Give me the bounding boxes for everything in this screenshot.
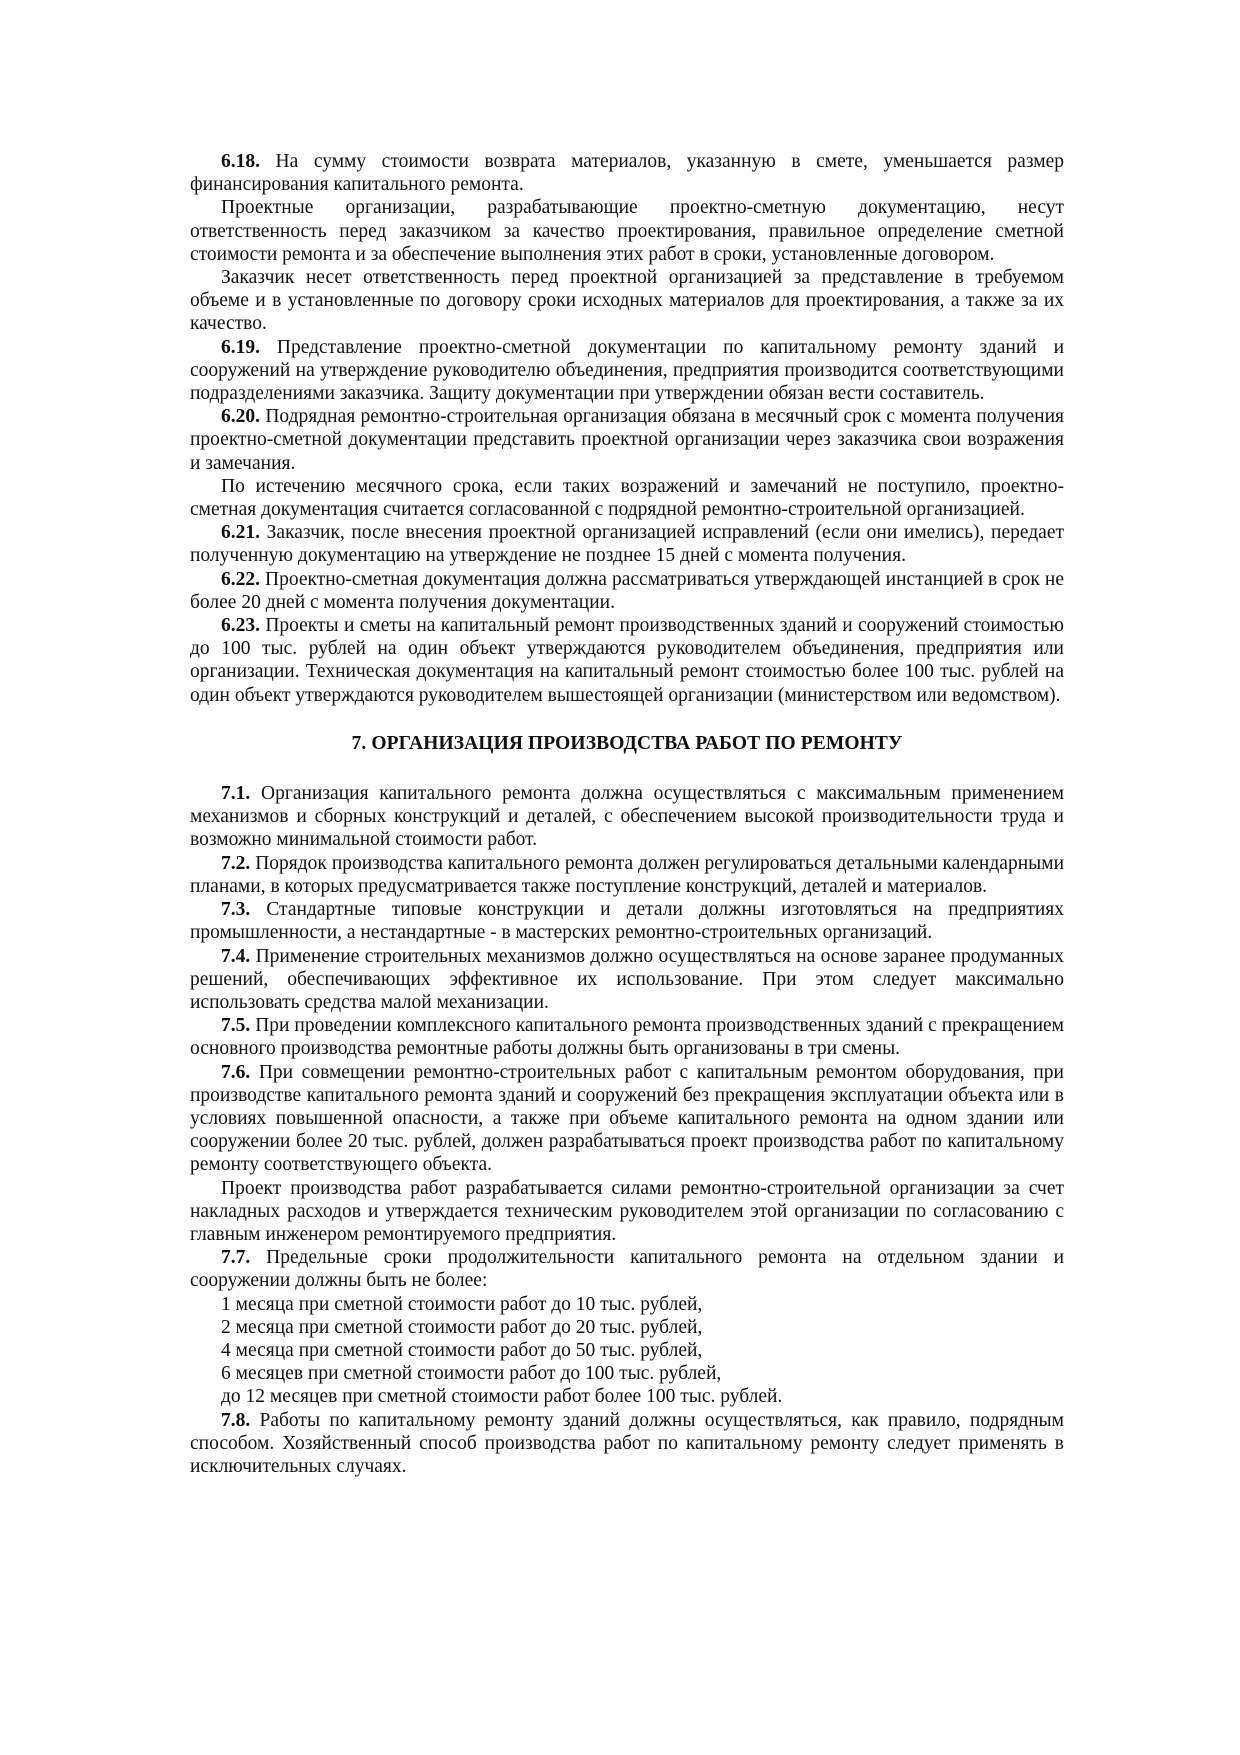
list-item: 4 месяца при сметной стоимости работ до 50 тыс. рублей,	[221, 1339, 703, 1361]
clause-text: Заказчик, после внесения проектной организацией исправлений (если они имелись), передает полученную документацию на утверждение не позднее 15 дней с момента получения.	[190, 522, 1065, 567]
clause-text: Заказчик несет ответственность перед проектной организацией за представление в требуемом объеме и в установленные по договору сроки исходных материалов для проектирования, а также за их качество.	[190, 267, 1064, 335]
clause-number: 6.22.	[221, 568, 260, 590]
clause-number: 6.20.	[221, 406, 260, 428]
paragraph-6-23	[190, 614, 1064, 707]
clause-text: Представление проектно-сметной документации по капитальному ремонту зданий и сооружений на утверждение руководителю объединения, предприятия производится соответствующими подразделениями заказчика. Защиту документации при утверждении обязан вести составитель.	[190, 336, 1064, 405]
paragraph-7-5	[190, 1014, 1064, 1060]
section-heading: 7. ОРГАНИЗАЦИЯ ПРОИЗВОДСТВА РАБОТ ПО РЕМОНТУ	[351, 732, 903, 754]
clause-number: 7.4.	[221, 945, 251, 967]
clause-number: 7.3.	[221, 899, 251, 921]
clause-text: Подрядная ремонтно-строительная организация обязана в месячный срок с момента получения проектно-сметной документации представить проектной организации через заказчика свои возражения и замечания.	[190, 406, 1064, 474]
clause-text: При совмещении ремонтно-строительных работ с капитальным ремонтом оборудования, при производстве капитального ремонта зданий и сооружений без прекращения эксплуатации объекта или в условиях повышенной опасности, а также при объеме капитального ремонта на одном здании или сооружении более 20 тыс. рублей, должен разрабатываться проект производства работ по капитальному ремонту соответствующего объекта.	[190, 1061, 1064, 1176]
clause-text: Предельные сроки продолжительности капитального ремонта на отдельном здании и сооружении должны быть не более:	[190, 1247, 1064, 1292]
clause-number: 7.2.	[221, 852, 251, 874]
clause-text: Стандартные типовые конструкции и детали должны изготовляться на предприятиях промышленности, а нестандартные - в мастерских ремонтно-строительных организаций.	[190, 899, 1064, 944]
paragraph-7-2	[190, 852, 1064, 898]
clause-text: Проектно-сметная документация должна рассматриваться утверждающей инстанцией в срок не более 20 дней с момента получения документации.	[190, 568, 1065, 613]
paragraph-7-4	[190, 945, 1064, 1015]
clause-number: 6.18.	[221, 151, 260, 172]
paragraph-6-18-design-orgs	[190, 196, 1064, 266]
clause-number: 7.7.	[221, 1247, 251, 1269]
paragraph-7-6	[190, 1061, 1064, 1177]
clause-number: 7.5.	[221, 1015, 251, 1037]
list-item: до 12 месяцев при сметной стоимости работ более 100 тыс. рублей.	[221, 1386, 783, 1408]
paragraph-6-20-expiry	[190, 475, 1064, 521]
paragraph-6-18	[190, 150, 1064, 196]
clause-text: Проектные организации, разрабатывающие проектно-сметную документацию, несут ответственность перед заказчиком за качество проектирования, правильное определение сметной стоимости ремонта и за обеспечение выполнения этих работ в сроки, установленные договором.	[190, 197, 1064, 265]
document-page	[190, 150, 1064, 1478]
clause-text: Применение строительных механизмов должно осуществляться на основе заранее продуманных решений, обеспечивающих эффективное их использование. При этом следует максимально использовать средства малой механизации.	[190, 945, 1064, 1013]
list-item: 1 месяца при сметной стоимости работ до 10 тыс. рублей,	[221, 1293, 703, 1315]
clause-number: 6.21.	[221, 522, 260, 544]
paragraph-7-3	[190, 898, 1064, 944]
clause-text: Порядок производства капитального ремонта должен регулироваться детальными календарными планами, в которых предусматривается также поступление конструкций, деталей и материалов.	[190, 852, 1065, 897]
clause-number: 6.23.	[221, 615, 260, 637]
list-item: 2 месяца при сметной стоимости работ до 20 тыс. рублей,	[221, 1316, 703, 1338]
clause-text: На сумму стоимости возврата материалов, указанную в смете, уменьшается размер финансирования капитального ремонта.	[190, 151, 1065, 196]
clause-number: 6.19.	[221, 336, 260, 358]
list-item: 6 месяцев при сметной стоимости работ до 100 тыс. рублей,	[221, 1363, 722, 1385]
clause-number: 7.6.	[221, 1061, 251, 1083]
paragraph-7-1	[190, 782, 1064, 852]
clause-text: Организация капитального ремонта должна осуществляться с максимальным применением механизмов и сборных конструкций и деталей, с обеспечением высокой производительности труда и возможно минимальной стоимости работ.	[190, 783, 1065, 851]
clause-text: По истечению месячного срока, если таких возражений и замечаний не поступило, проектно-сметная документация считается согласованной с подрядной ремонтно-строительной организацией.	[190, 475, 1064, 521]
paragraph-6-19	[190, 336, 1064, 406]
clause-text: Проект производства работ разрабатывается силами ремонтно-строительной организации за счет накладных расходов и утверждается техническим руководителем этой организации по согласованию с главным инженером ремонтируемого предприятия.	[190, 1177, 1064, 1245]
clause-number: 7.8.	[221, 1409, 251, 1431]
clause-text: Работы по капитальному ремонту зданий должны осуществляться, как правило, подрядным способом. Хозяйственный способ производства работ по капитальному ремонту следует применять в исключительных случаях.	[190, 1409, 1064, 1477]
paragraph-7-6-project	[190, 1177, 1064, 1247]
paragraph-7-8	[190, 1409, 1064, 1479]
paragraph-6-18-customer	[190, 266, 1064, 336]
paragraph-6-20	[190, 405, 1064, 475]
clause-text: Проекты и сметы на капитальный ремонт производственных зданий и сооружений стоимостью до 100 тыс. рублей на один объект утверждаются руководителем объединения, предприятия или организации. Техническая документация на капитальный ремонт стоимостью более 100 тыс. рублей на один объект утверждаются руководителем вышестоящей организации (министерством или ведомством).	[190, 615, 1064, 706]
clause-number: 7.1.	[221, 783, 251, 805]
clause-text: При проведении комплексного капитального ремонта производственных зданий с прекращением основного производства ремонтные работы должны быть организованы в три смены.	[190, 1015, 1064, 1060]
paragraph-6-21	[190, 521, 1064, 567]
paragraph-7-7	[190, 1246, 1064, 1292]
paragraph-6-22	[190, 568, 1064, 614]
